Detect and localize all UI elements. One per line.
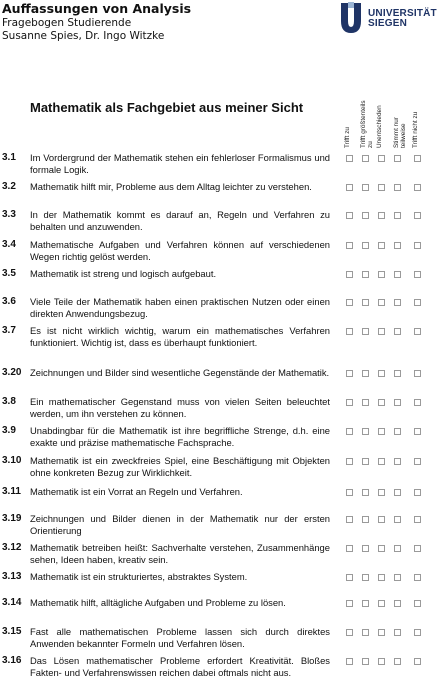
answer-checkbox[interactable] [394,370,401,377]
answer-checkbox[interactable] [362,658,369,665]
answer-checkbox[interactable] [394,242,401,249]
question-text: Mathematik ist ein Vorrat an Regeln und Verfahren. [30,486,243,497]
answer-checkbox[interactable] [394,545,401,552]
answer-checkbox[interactable] [346,212,353,219]
question-row [0,425,438,451]
question-number: 3.10 [2,455,22,466]
question-row [0,152,438,178]
answer-checkbox[interactable] [362,399,369,406]
question-number: 3.13 [2,571,22,582]
document-title: Auffassungen von Analysis [2,1,192,16]
question-row [0,455,438,481]
question-number: 3.16 [2,655,22,666]
answer-checkbox[interactable] [394,574,401,581]
document-subtitle: Fragebogen Studierende [2,17,132,29]
answer-checkbox[interactable] [362,458,369,465]
logo-line-2: SIEGEN [368,18,407,29]
answer-checkbox[interactable] [414,428,421,435]
answer-checkbox[interactable] [362,545,369,552]
question-number: 3.1 [2,152,16,163]
question-text: Mathematik betreiben heißt: Sachverhalte verstehen, Zusammenhänge sehen, Ideen haben, kreativ sein. [30,542,330,565]
question-text: Mathematische Aufgaben und Verfahren können auf verschiedenen Wegen richtig gelöst werden. [30,239,330,262]
answer-checkbox[interactable] [362,574,369,581]
column-header-trifft-nicht-zu: Trifft nicht zu [412,111,419,148]
answer-checkbox[interactable] [346,155,353,162]
answer-checkbox[interactable] [362,328,369,335]
question-number: 3.14 [2,597,22,608]
answer-checkbox[interactable] [346,574,353,581]
question-number: 3.9 [2,425,16,436]
answer-checkbox[interactable] [362,489,369,496]
answer-checkbox[interactable] [378,629,385,636]
answer-checkbox[interactable] [414,271,421,278]
answer-checkbox[interactable] [362,271,369,278]
answer-checkbox[interactable] [378,658,385,665]
answer-checkbox[interactable] [378,299,385,306]
question-text: Es ist nicht wirklich wichtig, warum ein mathematisches Verfahren funktioniert. Wichtig ist, dass es überhaupt funktioniert. [30,325,330,348]
question-row [0,367,438,393]
question-text: Zeichnungen und Bilder sind wesentliche Gegenstände der Mathematik. [30,367,330,378]
document-authors: Susanne Spies, Dr. Ingo Witzke [2,30,165,42]
column-header-teilweise: Stimmt nur teilweise [393,117,407,148]
question-row [0,268,438,294]
question-number: 3.7 [2,325,16,336]
answer-checkbox[interactable] [378,184,385,191]
answer-checkbox[interactable] [346,328,353,335]
answer-checkbox[interactable] [394,155,401,162]
answer-checkbox[interactable] [346,428,353,435]
answer-checkbox[interactable] [346,184,353,191]
question-text: In der Mathematik kommt es darauf an, Regeln und Verfahren zu behalten und anzuwenden. [30,209,330,232]
answer-checkbox[interactable] [394,658,401,665]
answer-checkbox[interactable] [394,328,401,335]
answer-checkbox[interactable] [394,212,401,219]
answer-checkbox[interactable] [346,545,353,552]
answer-checkbox[interactable] [414,458,421,465]
question-row [0,325,438,351]
answer-checkbox[interactable] [414,328,421,335]
answer-checkbox[interactable] [394,600,401,607]
answer-checkbox[interactable] [414,489,421,496]
answer-checkbox[interactable] [414,658,421,665]
question-number: 3.19 [2,513,22,524]
answer-checkbox[interactable] [378,516,385,523]
question-row [0,296,438,322]
answer-checkbox[interactable] [378,271,385,278]
answer-checkbox[interactable] [394,299,401,306]
answer-checkbox[interactable] [378,600,385,607]
question-number: 3.15 [2,626,22,637]
answer-checkbox[interactable] [362,516,369,523]
answer-checkbox[interactable] [394,629,401,636]
answer-checkbox[interactable] [414,155,421,162]
question-row [0,209,438,235]
answer-checkbox[interactable] [378,545,385,552]
answer-checkbox[interactable] [394,489,401,496]
answer-checkbox[interactable] [414,600,421,607]
question-number: 3.6 [2,296,16,307]
question-text: Das Lösen mathematischer Probleme erfordert Kreativität. Bloßes Fakten- und Verfahrenswissen reichen dabei oftmals nicht aus. [30,655,330,678]
question-row [0,239,438,265]
answer-checkbox[interactable] [362,299,369,306]
question-text: Mathematik ist ein strukturiertes, abstraktes System. [30,571,248,582]
answer-checkbox[interactable] [346,299,353,306]
question-row [0,626,438,652]
question-number: 3.8 [2,396,16,407]
answer-checkbox[interactable] [346,629,353,636]
section-title: Mathematik als Fachgebiet aus meiner Sicht [30,100,304,115]
answer-checkbox[interactable] [394,271,401,278]
answer-checkbox[interactable] [414,629,421,636]
answer-checkbox[interactable] [362,428,369,435]
answer-checkbox[interactable] [346,242,353,249]
logo-line-1: UNIVERSITÄT [368,8,437,19]
answer-checkbox[interactable] [362,600,369,607]
answer-checkbox[interactable] [362,242,369,249]
question-text: Im Vordergrund der Mathematik stehen ein fehlerloser Formalismus und formale Logik. [30,152,330,175]
answer-checkbox[interactable] [394,516,401,523]
question-row [0,513,438,539]
answer-checkbox[interactable] [346,370,353,377]
question-row [0,655,438,681]
question-number: 3.4 [2,239,16,250]
answer-checkbox[interactable] [346,489,353,496]
question-text: Mathematik ist ein zweckfreies Spiel, eine Beschäftigung mit Objekten ohne konkreten Bezug zur Wirklichkeit. [30,455,330,478]
answer-checkbox[interactable] [378,574,385,581]
question-number: 3.20 [2,367,22,378]
answer-checkbox[interactable] [362,212,369,219]
column-header-unentschieden: Unentschieden [376,105,383,148]
answer-checkbox[interactable] [414,184,421,191]
answer-checkbox[interactable] [378,489,385,496]
column-header-trifft-zu: Trifft zu [344,127,351,148]
answer-checkbox[interactable] [362,155,369,162]
question-row [0,486,438,512]
answer-checkbox[interactable] [362,370,369,377]
answer-checkbox[interactable] [378,328,385,335]
answer-checkbox[interactable] [414,399,421,406]
answer-checkbox[interactable] [378,458,385,465]
question-text: Ein mathematischer Gegenstand muss von vielen Seiten beleuchtet werden, um ihn verstehen zu können. [30,396,330,419]
question-number: 3.3 [2,209,16,220]
answer-checkbox[interactable] [414,242,421,249]
column-header-groesstenteils: Trifft größtenteils zu [360,100,374,148]
question-row [0,181,438,207]
question-number: 3.11 [2,486,21,497]
question-row [0,597,438,623]
question-number: 3.5 [2,268,16,279]
answer-checkbox[interactable] [414,574,421,581]
question-number: 3.2 [2,181,16,192]
answer-checkbox[interactable] [346,600,353,607]
answer-checkbox[interactable] [346,658,353,665]
answer-checkbox[interactable] [394,458,401,465]
answer-checkbox[interactable] [378,370,385,377]
answer-checkbox[interactable] [346,399,353,406]
question-text: Zeichnungen und Bilder dienen in der Mathematik nur der ersten Orientierung [30,513,330,536]
answer-checkbox[interactable] [346,516,353,523]
answer-checkbox[interactable] [362,629,369,636]
answer-checkbox[interactable] [394,184,401,191]
answer-checkbox[interactable] [394,428,401,435]
answer-checkbox[interactable] [378,428,385,435]
answer-checkbox[interactable] [414,516,421,523]
question-text: Mathematik hilft mir, Probleme aus dem Alltag leichter zu verstehen. [30,181,312,192]
answer-checkbox[interactable] [414,212,421,219]
question-number: 3.12 [2,542,22,553]
answer-checkbox[interactable] [378,242,385,249]
answer-checkbox[interactable] [378,212,385,219]
question-row [0,571,438,597]
answer-checkbox[interactable] [378,399,385,406]
answer-checkbox[interactable] [414,545,421,552]
question-text: Fast alle mathematischen Probleme lassen sich durch direktes Anwenden bekannter Formeln und Verfahren lösen. [30,626,330,649]
question-text: Unabdingbar für die Mathematik ist ihre begriffliche Strenge, d.h. eine exakte und präzise mathematische Fachsprache. [30,425,330,448]
question-text: Mathematik ist streng und logisch aufgebaut. [30,268,217,279]
answer-checkbox[interactable] [414,370,421,377]
answer-checkbox[interactable] [346,271,353,278]
question-row [0,542,438,568]
question-row [0,396,438,422]
answer-checkbox[interactable] [378,155,385,162]
question-text: Mathematik hilft, alltägliche Aufgaben und Probleme zu lösen. [30,597,286,608]
answer-checkbox[interactable] [414,299,421,306]
answer-checkbox[interactable] [394,399,401,406]
question-text: Viele Teile der Mathematik haben einen praktischen Nutzen oder einen direkten Anwendungsbezug. [30,296,330,319]
answer-checkbox[interactable] [362,184,369,191]
answer-checkbox[interactable] [346,458,353,465]
